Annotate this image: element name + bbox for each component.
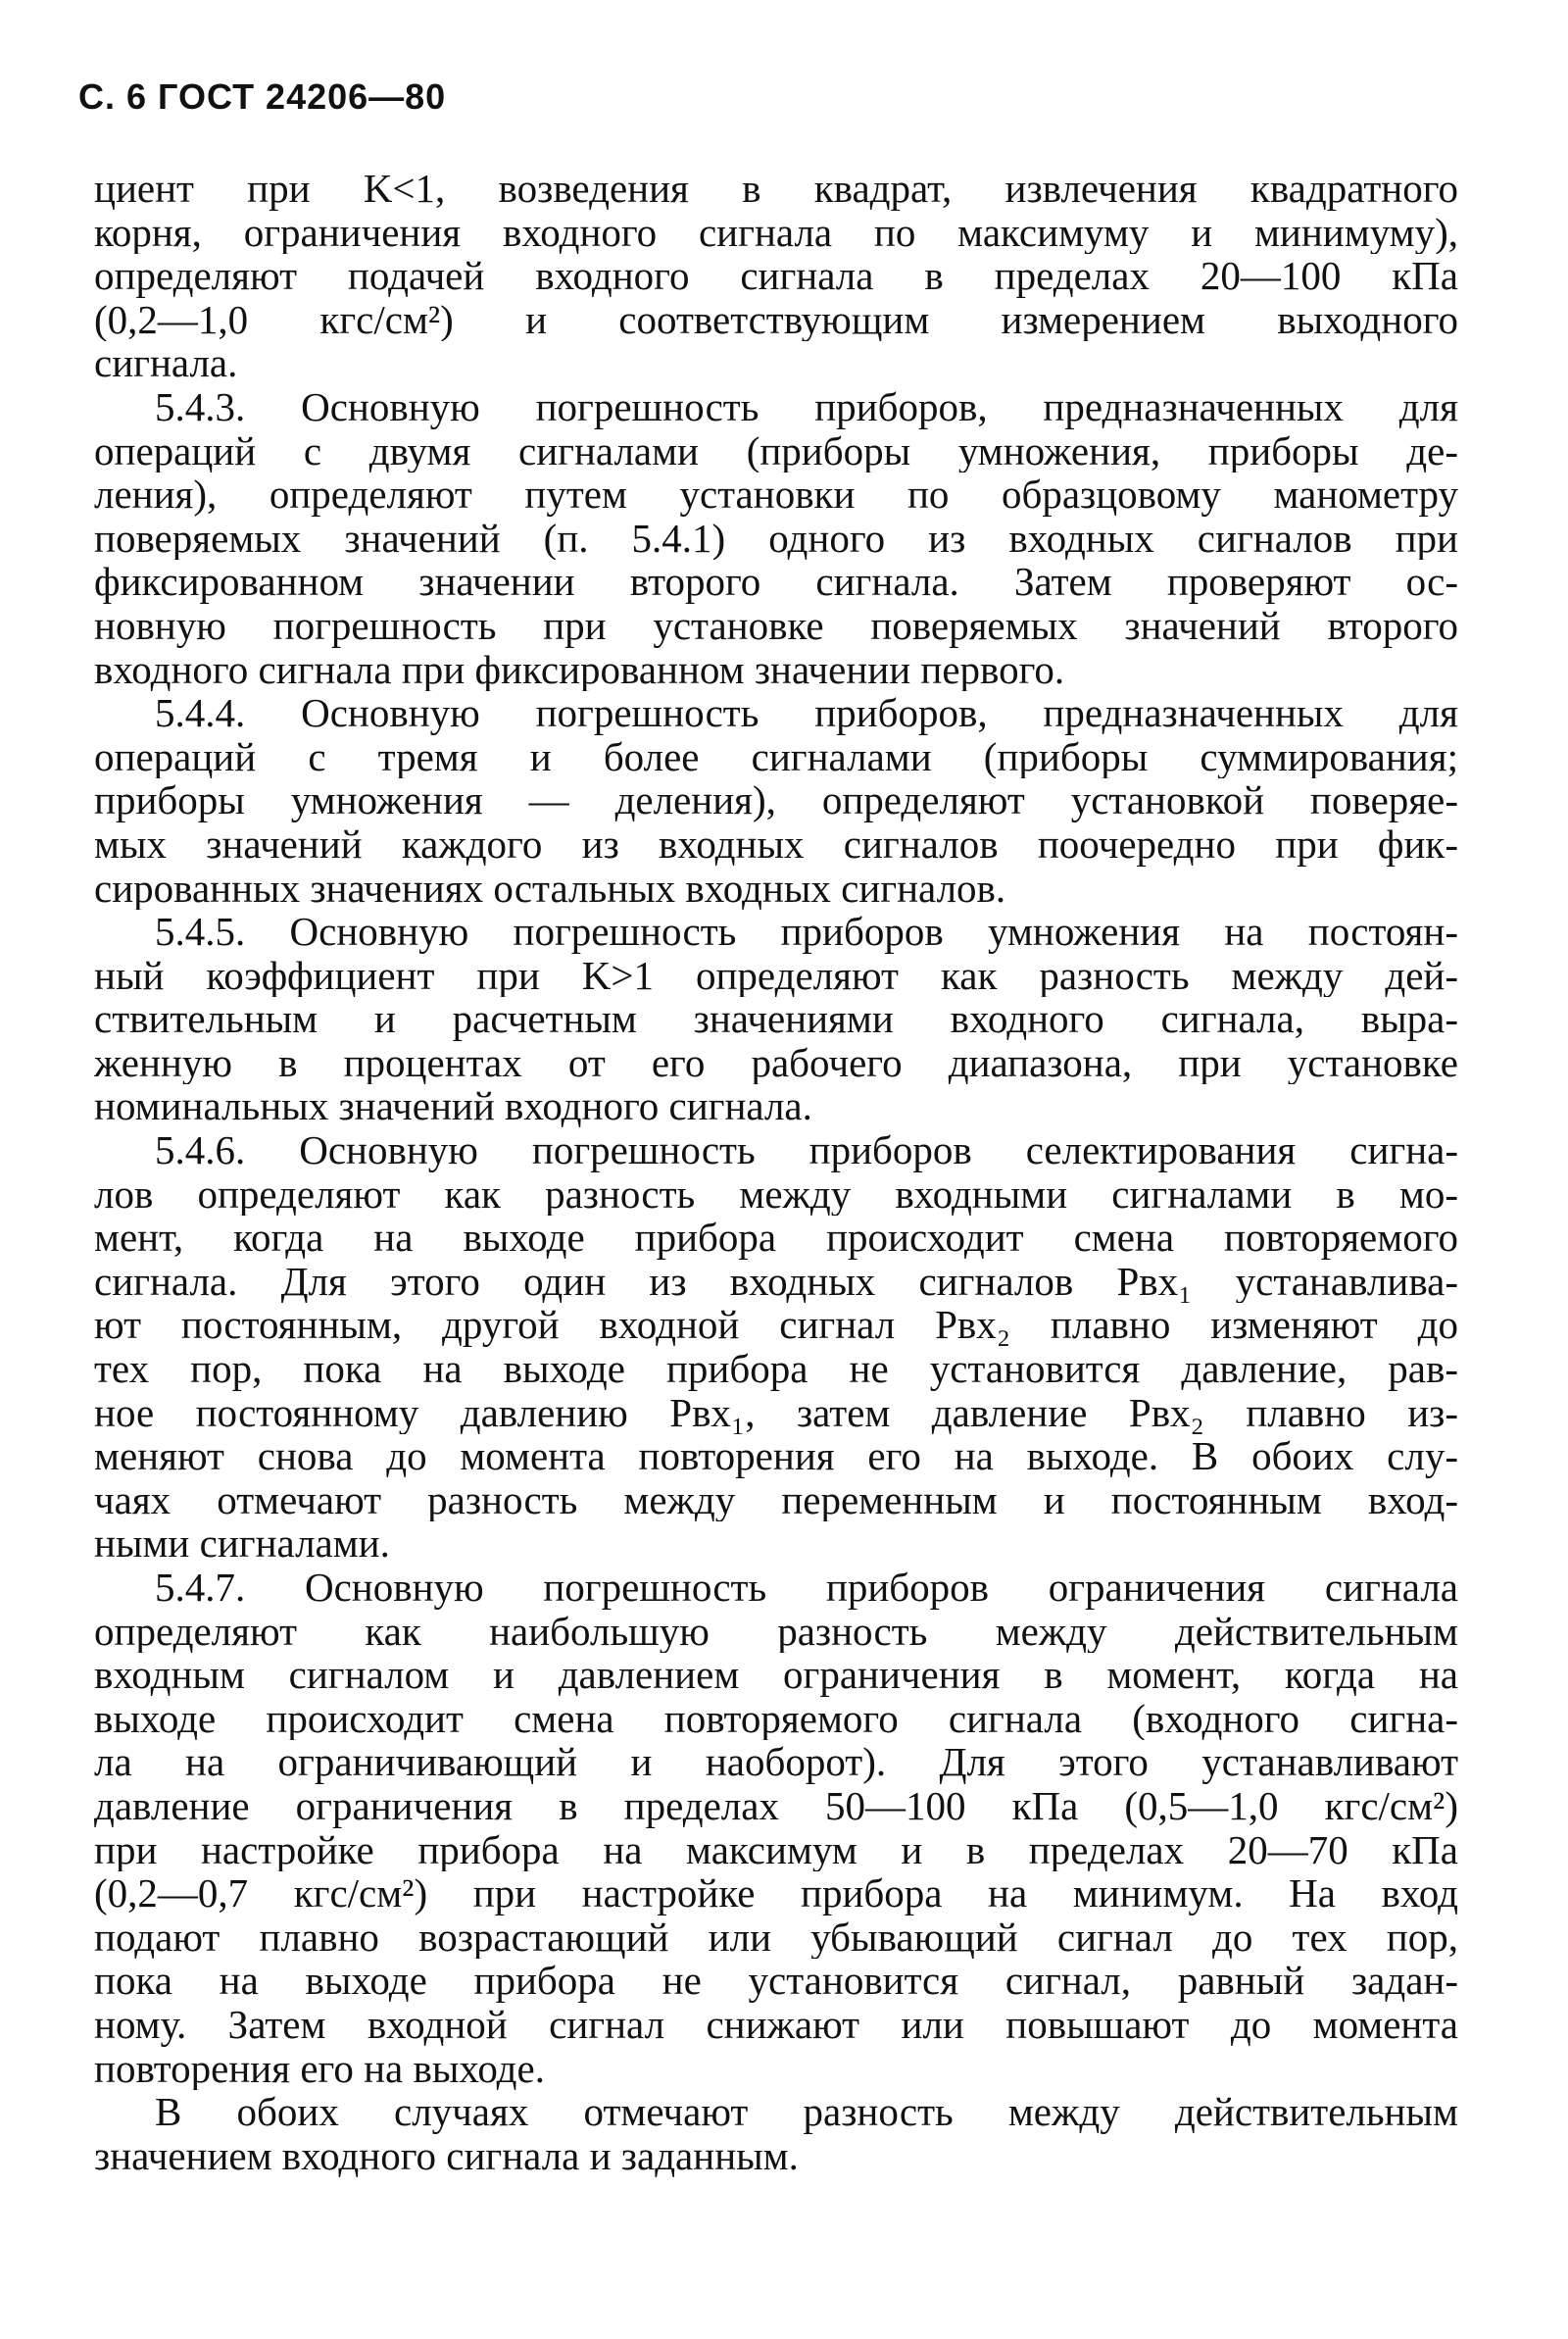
body-text [94, 167, 1458, 2177]
text-line: входным сигналом и давлением ограничения в момент, когда на [94, 1653, 1458, 1697]
text-line: приборы умножения — деления), определяют установкой поверяе- [94, 778, 1458, 822]
text-line: 5.4.3. Основную погрешность приборов, предназначенных для [155, 384, 1458, 429]
text-line: новную погрешность при установке поверяемых значений второго [94, 603, 1458, 648]
paragraph-5-4-6 [94, 1128, 1458, 1566]
text-line: (0,2—1,0 кгс/см²) и соответствующим измерением выходного [94, 297, 1458, 342]
text-line: сигнала. [94, 341, 238, 385]
text-line: поверяемых значений (п. 5.4.1) одного из входных сигналов при [94, 516, 1458, 561]
text-line: тех пор, пока на выходе прибора не установится давление, рав- [94, 1347, 1458, 1391]
paragraph-final [94, 2090, 1458, 2177]
text-line: мых значений каждого из входных сигналов поочередно при фик- [94, 821, 1458, 867]
text-line: ное постоянному давлению Pвх₁, затем давление Pвх₂ плавно из- [94, 1390, 1458, 1435]
text-line: мент, когда на выходе прибора происходит смена повторяемого [94, 1216, 1458, 1260]
paragraph-5-4-7 [94, 1566, 1458, 2090]
text-line: повторения его на выходе. [94, 2046, 545, 2091]
text-line: 5.4.6. Основную погрешность приборов селектирования сигна- [155, 1128, 1458, 1172]
text-line: циент при K<1, возведения в квадрат, извлечения квадратного [94, 167, 1458, 211]
text-line: женную в процентах от его рабочего диапазона, при установке [94, 1040, 1458, 1085]
text-line: входного сигнала при фиксированном значении первого. [94, 647, 1065, 692]
paragraph-5-4-3 [94, 385, 1458, 691]
text-line: 5.4.4. Основную погрешность приборов, предназначенных для [155, 691, 1458, 735]
paragraph-5-4-4 [94, 691, 1458, 910]
text-line: определяют как наибольшую разность между действительным [94, 1609, 1458, 1654]
paragraph-continuation [94, 167, 1458, 385]
text-line: (0,2—0,7 кгс/см²) при настройке прибора на минимум. На вход [94, 1871, 1458, 1916]
text-line: сированных значениях остальных входных сигналов. [94, 866, 1006, 911]
text-line: ют постоянным, другой входной сигнал Pвх₂ плавно изменяют до [94, 1303, 1458, 1348]
text-line: ными сигналами. [94, 1521, 390, 1566]
text-line: ла на ограничивающий и наоборот). Для этого устанавливают [94, 1740, 1458, 1784]
text-line: ному. Затем входной сигнал снижают или повышают до момента [94, 2002, 1458, 2047]
text-line: давление ограничения в пределах 50—100 кПа (0,5—1,0 кгс/см²) [94, 1783, 1458, 1828]
text-line: ления), определяют путем установки по образцовому манометру [94, 473, 1458, 517]
text-line: лов определяют как разность между входными сигналами в мо- [94, 1171, 1458, 1217]
text-line: при настройке прибора на максимум и в пределах 20—70 кПа [94, 1827, 1458, 1872]
text-line: выходе происходит смена повторяемого сигнала (входного сигна- [94, 1696, 1458, 1741]
text-line: операций с тремя и более сигналами (приборы суммирования; [94, 734, 1458, 779]
text-line: 5.4.5. Основную погрешность приборов умножения на постоян- [155, 910, 1458, 954]
text-line: значением входного сигнала и заданным. [94, 2133, 799, 2178]
text-line: корня, ограничения входного сигнала по максимуму и минимуму), [94, 210, 1458, 255]
text-line: чаях отмечают разность между переменным и постоянным вход- [94, 1477, 1458, 1522]
text-line: номинальных значений входного сигнала. [94, 1084, 812, 1129]
paragraph-5-4-5 [94, 910, 1458, 1128]
text-line: определяют подачей входного сигнала в пределах 20—100 кПа [94, 254, 1458, 298]
text-line: сигнала. Для этого один из входных сигналов Pвх₁ устанавлива- [94, 1259, 1458, 1304]
text-line: В обоих случаях отмечают разность между действительным [155, 2090, 1458, 2134]
text-line: ствительным и расчетным значениями входного сигнала, выра- [94, 997, 1458, 1041]
text-line: операций с двумя сигналами (приборы умножения, приборы де- [94, 428, 1458, 473]
text-line: меняют снова до момента повторения его на выходе. В обоих слу- [94, 1434, 1458, 1478]
text-line: ный коэффициент при K>1 определяют как разность между дей- [94, 953, 1458, 998]
text-line: подают плавно возрастающий или убывающий сигнал до тех пор, [94, 1915, 1458, 1960]
running-header: С. 6 ГОСТ 24206—80 [78, 76, 447, 117]
text-line: фиксированном значении второго сигнала. Затем проверяют ос- [94, 560, 1458, 604]
text-line: пока на выходе прибора не установится сигнал, равный задан- [94, 1959, 1458, 2003]
text-line: 5.4.7. Основную погрешность приборов ограничения сигнала [155, 1566, 1458, 1610]
